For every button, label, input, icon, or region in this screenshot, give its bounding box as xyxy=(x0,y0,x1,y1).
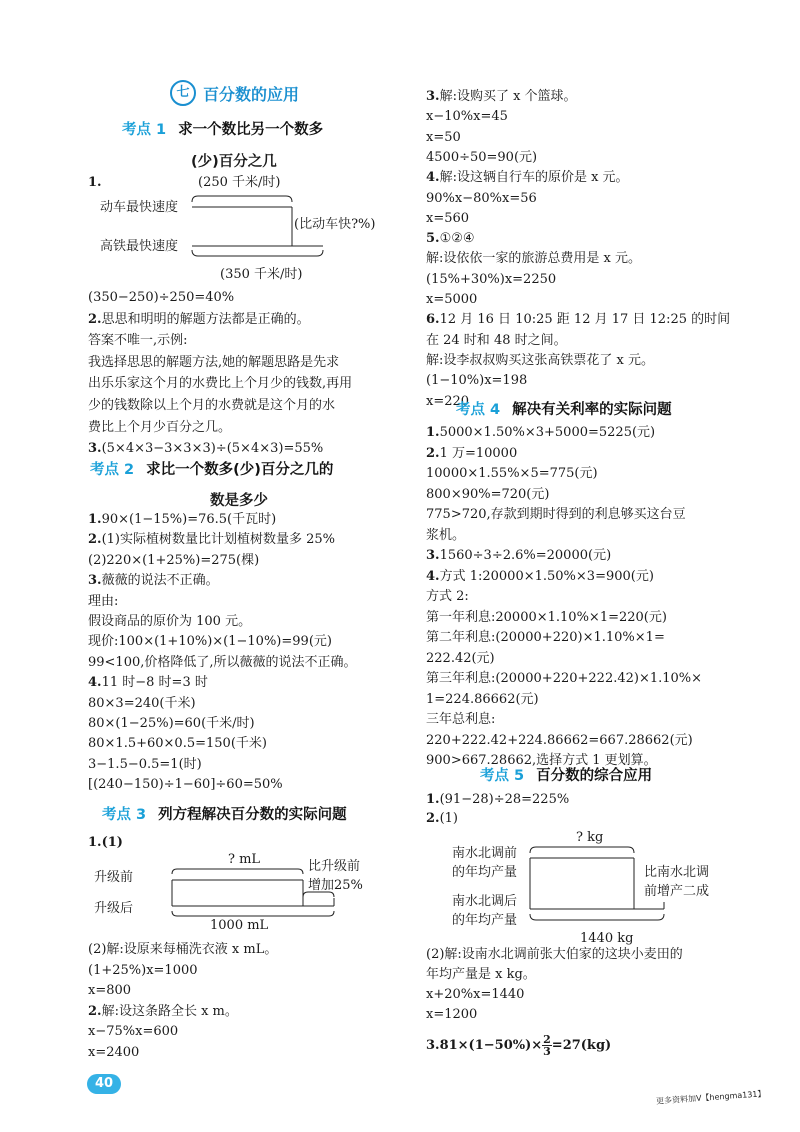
text-line: 2.解:设这条路全长 x m。 xyxy=(88,1003,238,1019)
kd3-title: 列方程解决百分数的实际问题 xyxy=(158,807,347,823)
text-line: 3.1560÷3÷2.6%=20000(元) xyxy=(426,548,612,563)
text-line: 2.(1)实际植树数量比计划植树数量多 25% xyxy=(88,532,336,548)
text-line: 答案不唯一,示例: xyxy=(88,333,188,349)
kd5-tag: 考点 5 xyxy=(480,768,525,784)
diagram5-row1b: 的年均产量 xyxy=(452,865,518,880)
text-line: 5.①②④ xyxy=(426,231,475,247)
text-line: 在 24 时和 48 时之间。 xyxy=(426,332,567,348)
diagram1-bottom-label: (350 千米/时) xyxy=(220,267,303,282)
q5-3-line xyxy=(426,1034,611,1057)
watermark-text: 更多资料加V【hengma131】 xyxy=(655,1089,766,1106)
text-line: 80×3=240(千米) xyxy=(88,695,196,711)
text-line: 第二年利息:(20000+220)×1.10%×1= xyxy=(426,630,665,645)
text-line: 3−1.5−0.5=1(时) xyxy=(88,756,202,772)
text-line: 出乐乐家这个月的水费比上个月少的钱数,再用 xyxy=(88,376,353,392)
kd4-tag: 考点 4 xyxy=(456,402,501,418)
text-line: 现价:100×(1+10%)×(1−10%)=99(元) xyxy=(88,634,332,650)
kd1-title: 求一个数比另一个数多 xyxy=(178,122,324,138)
diagram5-side2: 前增产二成 xyxy=(644,884,710,899)
text-line: 222.42(元) xyxy=(426,650,495,666)
text-line: x+20%x=1440 xyxy=(426,987,525,1002)
text-line: 4500÷50=90(元) xyxy=(426,149,538,165)
diagram1-top-label: (250 千米/时) xyxy=(198,175,281,190)
text-line: 浆机。 xyxy=(426,527,466,543)
text-line: (15%+30%)x=2250 xyxy=(426,271,557,287)
page-number: 40 xyxy=(87,1074,121,1094)
text-line: 1.(91−28)÷28=225% xyxy=(426,792,570,807)
text-line: 220+222.42+224.86662=667.28662(元) xyxy=(426,732,693,748)
kd2-heading xyxy=(90,458,333,479)
diagram1-row1: 动车最快速度 xyxy=(100,200,179,215)
text-line: 4.11 时−8 时=3 时 xyxy=(88,675,208,691)
text-line: x=220 xyxy=(426,393,470,409)
kd3-heading xyxy=(102,803,347,824)
diagram3-side1: 比升级前 xyxy=(308,859,361,874)
diagram3-top-label: ? mL xyxy=(228,852,261,867)
text-line: 3.(5×4×3−3×3×3)÷(5×4×3)=55% xyxy=(88,441,324,457)
text-line: 80×(1−25%)=60(千米/时) xyxy=(88,716,255,731)
text-line: x=5000 xyxy=(426,292,478,307)
text-line: x−10%x=45 xyxy=(426,109,508,125)
kd4-heading xyxy=(456,398,672,419)
text-line: 4.方式 1:20000×1.50%×3=900(元) xyxy=(426,568,654,584)
text-line: 3.解:设购买了 x 个篮球。 xyxy=(426,89,577,104)
diagram5-row2b: 的年均产量 xyxy=(452,913,518,928)
kd2-subtitle: 数是多少 xyxy=(210,493,268,509)
text-line: x=50 xyxy=(426,129,461,145)
kd5-title: 百分数的综合应用 xyxy=(536,768,653,784)
text-line: 三年总利息: xyxy=(426,712,496,727)
kd2-title: 求比一个数多(少)百分之几的 xyxy=(146,462,334,478)
kd1-tag: 考点 1 xyxy=(122,122,167,138)
diagram1-bracket-label: (比动车快?%) xyxy=(294,217,376,232)
q1-number: 1. xyxy=(88,175,102,190)
text-line: (2)220×(1+25%)=275(棵) xyxy=(88,552,260,568)
text-line: 775>720,存款到期时得到的利息够买这台豆 xyxy=(426,507,686,522)
text-line: 4.解:设这辆自行车的原价是 x 元。 xyxy=(426,170,629,186)
text-line: 3.薇薇的说法不正确。 xyxy=(88,573,219,589)
kd1-subtitle: (少)百分之几 xyxy=(191,154,277,170)
diagram1-row2: 高铁最快速度 xyxy=(100,239,179,254)
text-line: x=2400 xyxy=(88,1045,140,1060)
text-line: (1−10%)x=198 xyxy=(426,373,528,389)
chapter-title: 百分数的应用 xyxy=(203,85,300,104)
diagram3-row2: 升级后 xyxy=(94,901,134,916)
text-line: 1.5000×1.50%×3+5000=5225(元) xyxy=(426,425,656,440)
text-line: 1.90×(1−15%)=76.5(千瓦时) xyxy=(88,512,277,527)
text-line: 1=224.86662(元) xyxy=(426,691,539,707)
fraction-denominator: 3 xyxy=(543,1045,551,1058)
chapter-number-icon: 七 xyxy=(170,80,196,106)
text-line: 800×90%=720(元) xyxy=(426,486,550,502)
text-line: 99<100,价格降低了,所以薇薇的说法不正确。 xyxy=(88,654,357,670)
text-line: (2)解:设原来每桶洗衣液 x mL。 xyxy=(88,942,278,957)
text-line: 第一年利息:20000×1.10%×1=220(元) xyxy=(426,609,667,625)
text-line: 我选择思思的解题方法,她的解题思路是先求 xyxy=(88,354,340,370)
diagram3-side2: 增加25% xyxy=(308,878,363,893)
text-line: [(240−150)÷1−60]÷60=50% xyxy=(88,777,283,793)
text-line: x−75%x=600 xyxy=(88,1024,179,1040)
kd1-heading xyxy=(122,118,323,139)
text-line: 解:设依依一家的旅游总费用是 x 元。 xyxy=(426,251,641,267)
kd3-tag: 考点 3 xyxy=(102,807,147,823)
text-line: 2.思思和明明的解题方法都是正确的。 xyxy=(88,311,310,327)
diagram5-row2a: 南水北调后 xyxy=(452,894,518,909)
fraction xyxy=(542,1034,552,1057)
text-line: 2.1 万=10000 xyxy=(426,445,518,461)
q3-1-number: 1.(1) xyxy=(88,835,123,850)
text-line: 10000×1.55%×5=775(元) xyxy=(426,466,598,481)
text-line: (2)解:设南水北调前张大伯家的这块小麦田的 xyxy=(426,947,683,962)
diagram3-bottom-label: 1000 mL xyxy=(210,918,269,933)
text-line: 假设商品的原价为 100 元。 xyxy=(88,614,252,629)
text-line: 80×1.5+60×0.5=150(千米) xyxy=(88,736,267,752)
text-line: 第三年利息:(20000+220+222.42)×1.10%× xyxy=(426,671,703,686)
text-line: 少的钱数除以上个月的水费就是这个月的水 xyxy=(88,398,336,413)
kd5-heading xyxy=(480,764,652,785)
diagram5-side1: 比南水北调 xyxy=(644,865,710,880)
q5-3-pre: 3.81×(1−50%)× xyxy=(426,1038,543,1053)
text-line: x=1200 xyxy=(426,1007,478,1022)
text-line: 年均产量是 x kg。 xyxy=(426,967,536,982)
text-line: 6.12 月 16 日 10:25 距 12 月 17 日 12:25 的时间 xyxy=(426,312,731,328)
text-line: 解:设李叔叔购买这张高铁票花了 x 元。 xyxy=(426,352,654,368)
diagram5-row1a: 南水北调前 xyxy=(452,846,518,861)
diagram5-bottom-label: 1440 kg xyxy=(580,931,634,946)
text-line: (350−250)÷250=40% xyxy=(88,290,235,305)
text-line: 方式 2: xyxy=(426,589,469,604)
text-line: x=560 xyxy=(426,210,470,226)
diagram3-row1: 升级前 xyxy=(94,870,134,885)
kd4-title: 解决有关利率的实际问题 xyxy=(512,402,672,418)
text-line: 理由: xyxy=(88,593,119,609)
text-line: x=800 xyxy=(88,983,132,999)
q5-3-post: =27(kg) xyxy=(551,1038,612,1053)
text-line: 90%x−80%x=56 xyxy=(426,190,537,206)
text-line: 费比上个月少百分之几。 xyxy=(88,419,232,435)
kd2-tag: 考点 2 xyxy=(90,462,135,478)
text-line: 900>667.28662,选择方式 1 更划算。 xyxy=(426,753,657,768)
fraction-numerator: 2 xyxy=(543,1033,551,1046)
text-line: 2.(1) xyxy=(426,811,458,826)
text-line: (1+25%)x=1000 xyxy=(88,962,198,978)
diagram5-lines xyxy=(426,0,427,1)
diagram3-lines xyxy=(88,0,89,1)
diagram5-top-label: ? kg xyxy=(576,830,604,845)
